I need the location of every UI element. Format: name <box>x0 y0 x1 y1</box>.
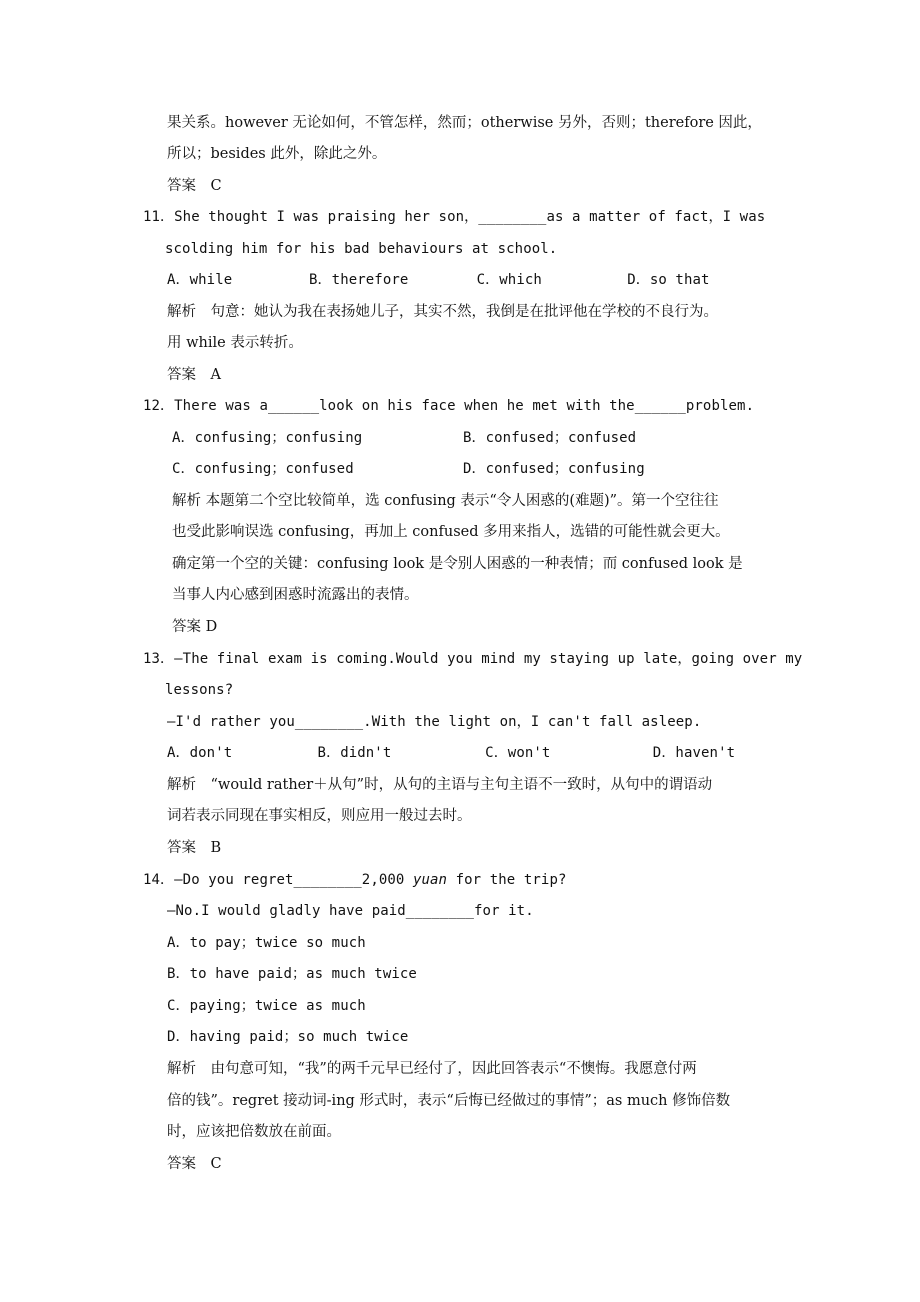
q12-option-a: A．confusing；confusing <box>172 430 363 446</box>
q12-option-d: D．confused；confusing <box>463 461 645 477</box>
q13-explanation-line-2: 词若表示同现在事实相反，则应用一般过去时。 <box>167 808 472 824</box>
q13-stem-line-1: 13．—The final exam is coming.Would you mind my staying up late，going over my <box>143 651 803 667</box>
q14-explanation-line-2: 倍的钱”。regret 接动词-ing 形式时，表示“后悔已经做过的事情”；as much 修饰倍数 <box>167 1093 731 1109</box>
q14-stem-pre: 14．—Do you regret________2,000 <box>143 872 413 888</box>
q14-stem-line-2: —No.I would gladly have paid________for it. <box>167 903 534 919</box>
q13-options: A．don't B．didn't C．won't D．haven't <box>167 745 736 761</box>
q11-explanation-line-1: 解析 句意：她认为我在表扬她儿子，其实不然，我倒是在批评他在学校的不良行为。 <box>167 304 718 320</box>
q12-stem: 12．There was a______look on his face when he met with the______problem. <box>143 398 755 414</box>
prev-answer: 答案 C <box>167 178 222 194</box>
q11-options: A．while B．therefore C．which D．so that <box>167 272 710 288</box>
q12-explanation-line-1: 解析 本题第二个空比较简单，选 confusing 表示“令人困惑的(难题)”。第一个空往往 <box>172 493 719 509</box>
q14-option-d: D．having paid；so much twice <box>167 1029 409 1045</box>
q14-stem-post: for the trip? <box>447 872 567 888</box>
q12-option-b: B．confused；confused <box>463 430 637 446</box>
prev-explanation-line-1: 果关系。however 无论如何，不管怎样，然而；otherwise 另外，否则；therefore 因此， <box>167 115 762 131</box>
q12-explanation-line-4: 当事人内心感到困惑时流露出的表情。 <box>172 587 419 603</box>
q12-answer: 答案 D <box>172 619 218 635</box>
q14-option-b: B．to have paid；as much twice <box>167 966 417 982</box>
q11-stem-line-1: 11．She thought I was praising her son，________as a matter of fact，I was <box>143 209 766 225</box>
q13-explanation-line-1: 解析 “would rather＋从句”时，从句的主语与主句主语不一致时，从句中的谓语动 <box>167 777 713 793</box>
q14-explanation-line-1: 解析 由句意可知，“我”的两千元早已经付了，因此回答表示“不懊悔。我愿意付两 <box>167 1061 697 1077</box>
q13-stem-line-2: lessons? <box>165 682 234 698</box>
q11-answer: 答案 A <box>167 367 221 383</box>
q11-stem-line-2: scolding him for his bad behaviours at school. <box>165 241 558 257</box>
q14-answer: 答案 C <box>167 1156 222 1172</box>
q13-answer: 答案 B <box>167 840 222 856</box>
q12-explanation-line-3: 确定第一个空的关键：confusing look 是令别人困惑的一种表情；而 confused look 是 <box>172 556 743 572</box>
q12-option-c: C．confusing；confused <box>172 461 354 477</box>
q13-stem-line-3: —I'd rather you________.With the light on，I can't fall asleep. <box>167 714 702 730</box>
q14-stem-italic: yuan <box>412 872 448 888</box>
q14-option-c: C．paying；twice as much <box>167 998 366 1014</box>
q14-explanation-line-3: 时，应该把倍数放在前面。 <box>167 1124 341 1140</box>
q12-explanation-line-2: 也受此影响误选 confusing，再加上 confused 多用来指人，选错的可能性就会更大。 <box>172 524 730 540</box>
prev-explanation-line-2: 所以；besides 此外，除此之外。 <box>167 146 387 162</box>
q11-explanation-line-2: 用 while 表示转折。 <box>167 335 303 351</box>
q14-option-a: A．to pay；twice so much <box>167 935 366 951</box>
q14-stem-line-1 <box>143 870 567 890</box>
